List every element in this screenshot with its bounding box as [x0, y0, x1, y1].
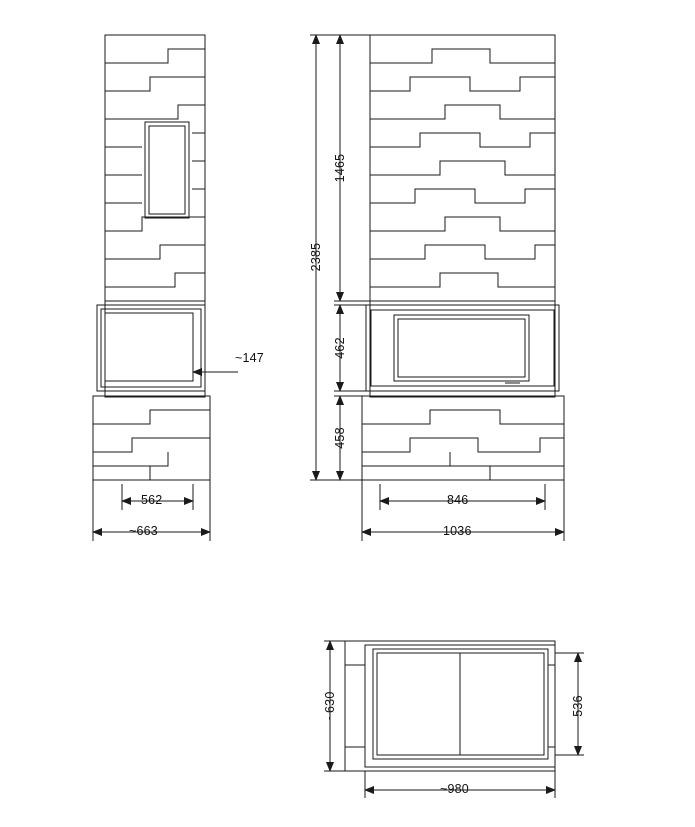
- dimension-label-1036: 1036: [443, 524, 472, 538]
- dimension-label-462: 462: [333, 337, 347, 359]
- front-elevation-dimensions: [310, 35, 564, 541]
- dimension-label-630: ~630: [323, 691, 337, 721]
- dimension-label-663: ~663: [129, 524, 158, 538]
- dimension-label-2385: 2385: [309, 242, 323, 272]
- dimension-label-458: 458: [333, 427, 347, 449]
- side-elevation-body: [93, 35, 210, 480]
- dimension-label-1465: 1465: [333, 153, 347, 183]
- dimension-label-562: 562: [141, 493, 163, 507]
- dimension-label-980: ~980: [440, 782, 469, 796]
- dimension-label-846: 846: [447, 493, 469, 507]
- dimension-label-536: 536: [571, 695, 585, 717]
- dimension-label-147: ~147: [235, 351, 264, 365]
- front-elevation-body: [362, 35, 564, 480]
- plan-view-body: [345, 641, 555, 771]
